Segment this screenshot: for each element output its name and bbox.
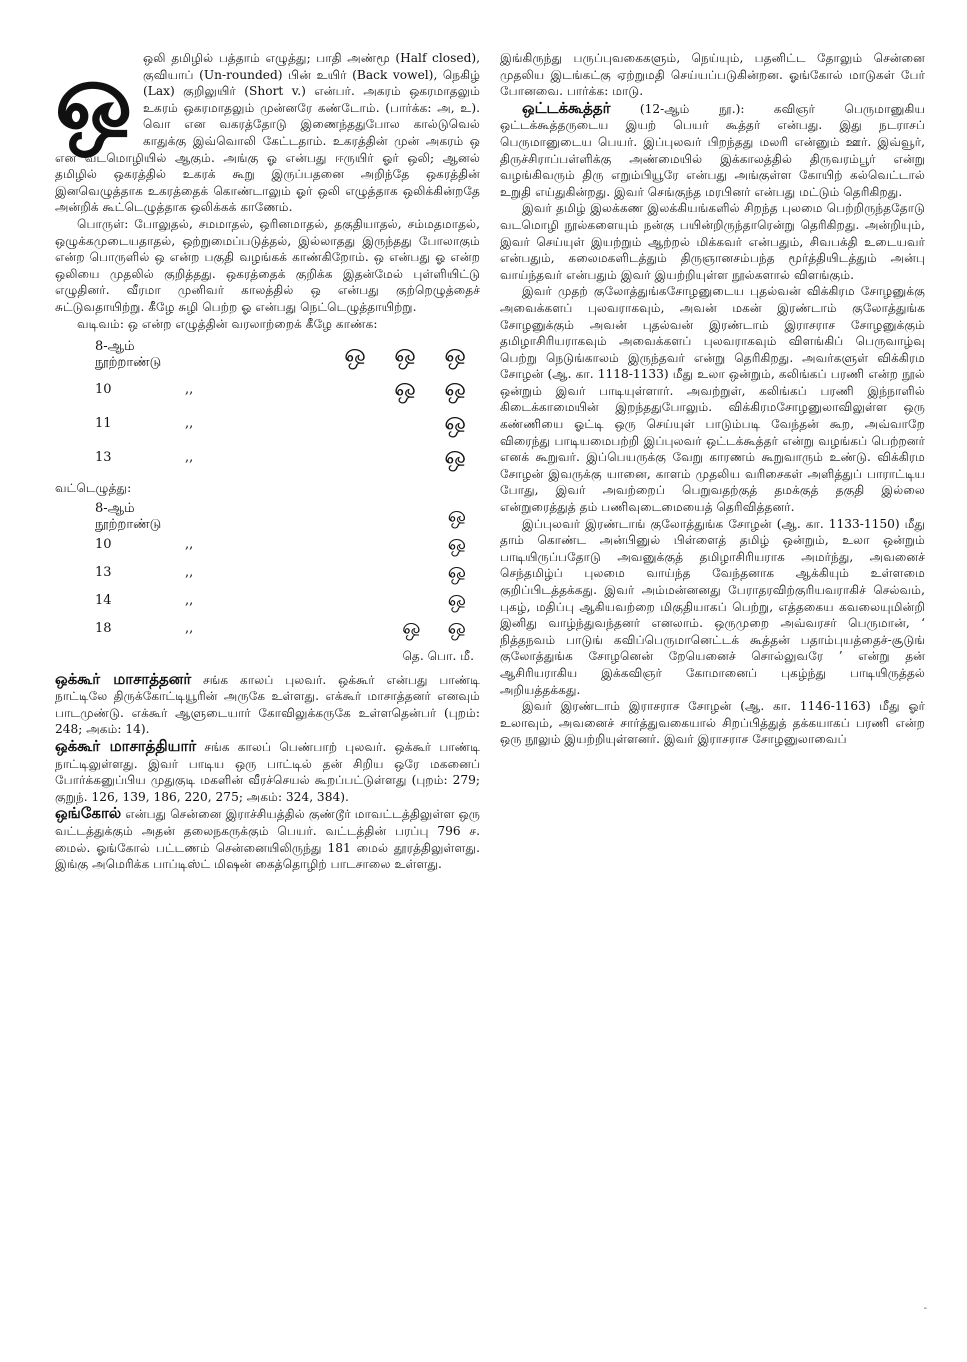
script-row: [55, 406, 480, 440]
o-intro-paragraph: ஒலி தமிழில் பத்தாம் எழுத்து; பாதி அண்மூ (Half closed), குவியாப் (Un-rounded) பின் உயிர் (Back vowel), நெகிழ் (Lax) குறிலுயிர் (Short v.) என்பர். அகரம் ஒகரமாதலும் உகரம் ஒகரமாதலும் முன்னரே கண்டோம். (பார்க்க: அ, உ). வொ என வகரத்தோடு இணைந்ததுபோல கால்டுவெல் காதுக்கு இவ்வொலி கேட்டதாம். உகரத்தின் முன் அகரம் ஒ என வடமொழியில் ஆகும். அங்கு ஓ என்பது ஈருயிர் ஓர் ஒலி; ஆனல் தமிழில் ஒகரத்தில் உகரக் கூறு இருப்பதனை அறிந்தே ஒகரத்தின் இனவெழுத்தாக உகரத்தைக் கொண்டாலும் ஓர் ஒலி எழுத்தாக ஒலிக்கின்றதே அன்றிக் கூட்டெழுத்தாக ஒலிக்கக் காணேம்.: [55, 51, 480, 215]
script-period: 8-ஆம் நூற்றாண்டு: [95, 339, 162, 371]
script-period: 13: [95, 449, 112, 465]
script-row: [55, 440, 480, 474]
script-row: [55, 587, 480, 615]
ditto-mark: ,,: [185, 381, 194, 397]
ottakkoothar-paragraph: இவர் முதற் குலோத்துங்கசோழனுடைய புதல்வன் விக்கிரம சோழனுக்கு அவைக்களப் புலவராகவும், அவன் மகன் இரண்டாம் குலோத்துங்க சோழனுக்கும் அவன் புதல்வன் இரண்டாம் இராசராச சோழனுக்கும் தமிழாசிரியராகவும் அவைக்களப் புலவராகவும் விளங்கிப் பெருவாழ்வு பெற்று நெடுங்காலம் இருந்தவர் என்று தெரிகிறது. அவர்களுள் விக்கிரம சோழன் (ஆ. கா. 1118-1133) மீது உலா ஒன்றும், கலிங்கப் பரணி என்ற நூல் ஒன்றும் இவர் பாடியுள்ளார். அவற்றுள், கலிங்கப் பரணி இந்நாளில் கிடைக்காமையின் இறந்ததுபோலும். விக்கிரமசோழனுலாவிலுள்ள ஒரு கண்ணியை ஓட்டி ஒரு செய்யுள் பாடும்படி வேந்தன் கூற, அவ்வாறே விரைந்து பாடியமைபற்றி இப்புலவர் ஒட்டக்கூத்தர் என்று வழங்கப் பெற்றனர் எனக் கூறுவர். இப்பெயருக்கு வேறு காரணம் கூறுவாரும் உண்டு. விக்கிரம சோழன் இவருக்கு யானை, காளம் முதலிய வரிசைகள் அளித்துப் பாராட்டிய போது, இவர் அவற்றைப் பெறுவதற்குத் தமக்குத் தகுதி இல்லை என்றுரைத்துத் தம் பணிவுடைமையைத் தெரிவித்தனர்.: [500, 284, 925, 515]
script-row: [55, 531, 480, 559]
ditto-mark: ,,: [185, 621, 194, 637]
script-period: 14: [95, 593, 112, 609]
entry-body: கவிஞர் பெருமானுகிய ஒட்டக்கூத்தருடைய இயற் பெயர் கூத்தர் என்பது. இது நடராசப் பெருமானுடைய பெயர். இப்புலவர் பிறந்தது மலரி என்னும் ஊர். இவ்வூர், திருச்சிராப்பள்ளிக்கு அண்மையில் இக்காலத்தில் திருவரம்பூர் என்று வழங்கிவரும் திரு எறும்பியூரே என்பது அங்குள்ள கோயிற் கல்வெட்டால் உறுதி எய்துகின்றது. இவர் செங்குந்த மரபினர் என்பது மட்டும் தெரிகிறது.: [500, 101, 925, 199]
script-history-table: [55, 338, 480, 474]
script-row: [55, 338, 480, 372]
entry-term: ஒங்கோல்: [55, 804, 122, 823]
entry-term-note: (12-ஆம் நூ.):: [610, 101, 774, 116]
entry-body: என்பது சென்னை இராச்சியத்தில் குண்டூர் மாவட்டத்திலுள்ள ஒரு வட்டத்துக்கும் அதன் தலைநகருக்கும் பெயர். வட்டத்தின் பரப்பு 796 ச. மைல். ஓங்கோல் பட்டணம் சென்னையிலிருந்து 181 மைல் தூரத்திலுள்ளது. இங்கு அமெரிக்க பாப்டிஸ்ட் மிஷன் கைத்தொழிற் பாடசாலை உள்ளது.: [55, 807, 480, 872]
entry-body: சங்க காலப் புலவர். ஒக்கூர் என்பது பாண்டி நாட்டிலே திருக்கோட்டியூரின் அருகே உள்ளது. எக்கூர் மாசாத்தனர் எனவும் பாடமுண்டு. எக்கூர் ஆளுடையார் கோவிலுக்கருகே உள்ளதென்பர் (புறம்: 248; அகம்: 14).: [55, 672, 480, 737]
script-period: 11: [95, 415, 112, 431]
entry-okkur-masathanar: [55, 671, 480, 738]
letter-forms: ஒ: [444, 406, 476, 437]
letter-forms: ஒ: [444, 440, 476, 471]
letter-forms: ஒ: [447, 586, 476, 612]
letter-forms: ஒ ஒ: [394, 372, 476, 403]
author-signature: தெ. பொ. மீ.: [402, 648, 474, 663]
script-row: [55, 559, 480, 587]
script-row: [55, 500, 480, 532]
script-period: 13: [95, 565, 112, 581]
vattezhuthu-label: வட்டெழுத்து:: [55, 481, 132, 496]
script-row: [55, 615, 480, 643]
ditto-mark: ,,: [185, 537, 194, 553]
ditto-mark: ,,: [185, 415, 194, 431]
ongole-continuation: இங்கிருந்து பருப்புவகைகளும், நெய்யும், பதனிட்ட தோலும் சென்னை முதலிய இடங்கட்கு ஏற்றுமதி செய்யப்படுகின்றன. ஓங்கோல் மாடுகள் பேர் போனவை. பார்க்க: மாடு.: [500, 51, 925, 99]
script-period: 18: [95, 621, 112, 637]
vattezhuthu-table: [55, 500, 480, 643]
entry-body: சங்க காலப் பெண்பாற் புலவர். ஒக்கூர் பாண்டி நாட்டிலுள்ளது. இவர் பாடிய ஒரு பாட்டில் தன் சிறிய ஒரே மகனைப் போர்க்கனுப்பிய முதுகுடி மகளின் வீரச்செயல் கூறப்பட்டுள்ளது (புறம்: 279; குறுந். 126, 139, 186, 220, 275; அகம்: 324, 384).: [55, 740, 480, 804]
letter-forms: ஒ ஒ ஒ: [344, 338, 476, 369]
script-period: 10: [95, 381, 112, 397]
o-form-intro: வடிவம்: ஒ என்ற எழுத்தின் வரலாற்றைக் கீழே காண்க:: [77, 316, 378, 331]
o-meaning-paragraph: பொருள்: போலுதல், சமமாதல், ஒரினமாதல், தகுதியாதல், சம்மதமாதல், ஒழுக்கமுடையதாதல், ஒற்றுமைப்படுத்தல், இல்லாதது இருந்தது போலாகும் என்ற பொருளில் ஒ என்ற பகுதி வழங்கக் காண்கிறோம். ஒ என்பது ஓ என்ற ஒலியை முதலில் குறித்தது. ஒகரத்தைக் குறிக்க இதன்மேல் புள்ளியிட்டு எழுதினர். வீரமா முனிவர் காலத்தில் ஒ என்பது குற்றெழுத்தைச் சுட்டுவதாயிற்று. கீழே சுழி பெற்ற ஓ என்பது நெட்டெழுத்தாயிற்று.: [55, 216, 480, 314]
ottakkoothar-paragraph: இப்புலவர் இரண்டாங் குலோத்துங்க சோழன் (ஆ. கா. 1133-1150) மீது தாம் கொண்ட அன்பினுல் பிள்ளைத் தமிழ் ஒன்றும், உலா ஒன்றும் பாடியிருப்பதோடு அவனுக்குத் தமிழாசிரியராக அமர்ந்து, அவனைச் செந்தமிழ்ப் புலமை வாய்ந்த வேந்தனாக ஆக்கியும் உள்ளமை குறிப்பிடத்தக்கது. இவர் அம்மன்னனது பேராதரவிற்குரியவராகிச் செல்வம், புகழ், மதிப்பு ஆகியவற்றை மிகுதியாகப் பெற்று, எத்தகைய கவலையுமின்றி இனிது வாழ்ந்துவந்தனர் எனலாம். ஒருமுறை அவ்வரசர் பெருமான், ‘ நித்தநவம் பாடுங் கவிப்பெருமானெட்டக் கூத்தன் பதாம்புயத்தைச்-சூடுங் குலோத்துங்க சோழனென் றேயெனைச் சொல்லுவரே ’ என்று தன் ஆசிரியராகிய இக்கவிஞர் கோமானைப் புகழ்ந்து பாடியிருத்தல் அறியத்தக்கது.: [500, 516, 925, 697]
right-column: [500, 50, 925, 748]
entry-ongole: [55, 805, 480, 872]
entry-okkur-masathiyar: [55, 738, 480, 805]
ditto-mark: ,,: [185, 565, 194, 581]
entry-term: ஒக்கூர் மாசாத்தியார்: [55, 737, 197, 756]
script-period: 8-ஆம் நூற்றாண்டு: [95, 500, 162, 532]
drop-cap-letter: ஒ: [55, 43, 133, 151]
page-mark: -: [923, 1303, 927, 1314]
ditto-mark: ,,: [185, 449, 194, 465]
letter-forms: ஒ ஒ: [402, 614, 476, 640]
letter-forms: ஒ: [447, 502, 476, 528]
letter-forms: ஒ: [447, 530, 476, 556]
ottakkoothar-paragraph: இவர் தமிழ் இலக்கண இலக்கியங்களில் சிறந்த புலமை பெற்றிருந்ததோடு வடமொழி நூல்களையும் நன்கு பயின்றிருந்தாரென்று தெரிகிறது. அன்றியும், இவர் செய்யுள் இயற்றும் ஆற்றல் மிக்கவர் என்பதும், சிவபக்தி உடையவர் என்பதும், கலைமகளிடத்தும் திருஞானசம்பந்த மூர்த்தியிடத்தும் அன்பு வாய்ந்தவர் என்பதும் இவர் இயற்றியுள்ள நூல்களால் விளங்கும்.: [500, 201, 925, 282]
script-row: [55, 372, 480, 406]
left-column: [55, 43, 480, 873]
script-period: 10: [95, 537, 112, 553]
entry-ottakkoothar: [500, 100, 925, 201]
letter-forms: ஒ: [447, 558, 476, 584]
entry-term: ஒக்கூர் மாசாத்தனர்: [55, 669, 192, 688]
ditto-mark: ,,: [185, 593, 194, 609]
ottakkoothar-paragraph: இவர் இரண்டாம் இராசராச சோழன் (ஆ. கா. 1146-1163) மீது ஓர் உலாவும், அவனைச் சார்த்துவகையால் சிறப்பித்துத் தக்கயாகப் பரணி என்ற ஒரு நூலும் இயற்றியுள்ளனர். இவர் இராசராச சோழனுலாவைப்: [500, 699, 925, 747]
entry-term: ஒட்டக்கூத்தர்: [522, 98, 611, 117]
